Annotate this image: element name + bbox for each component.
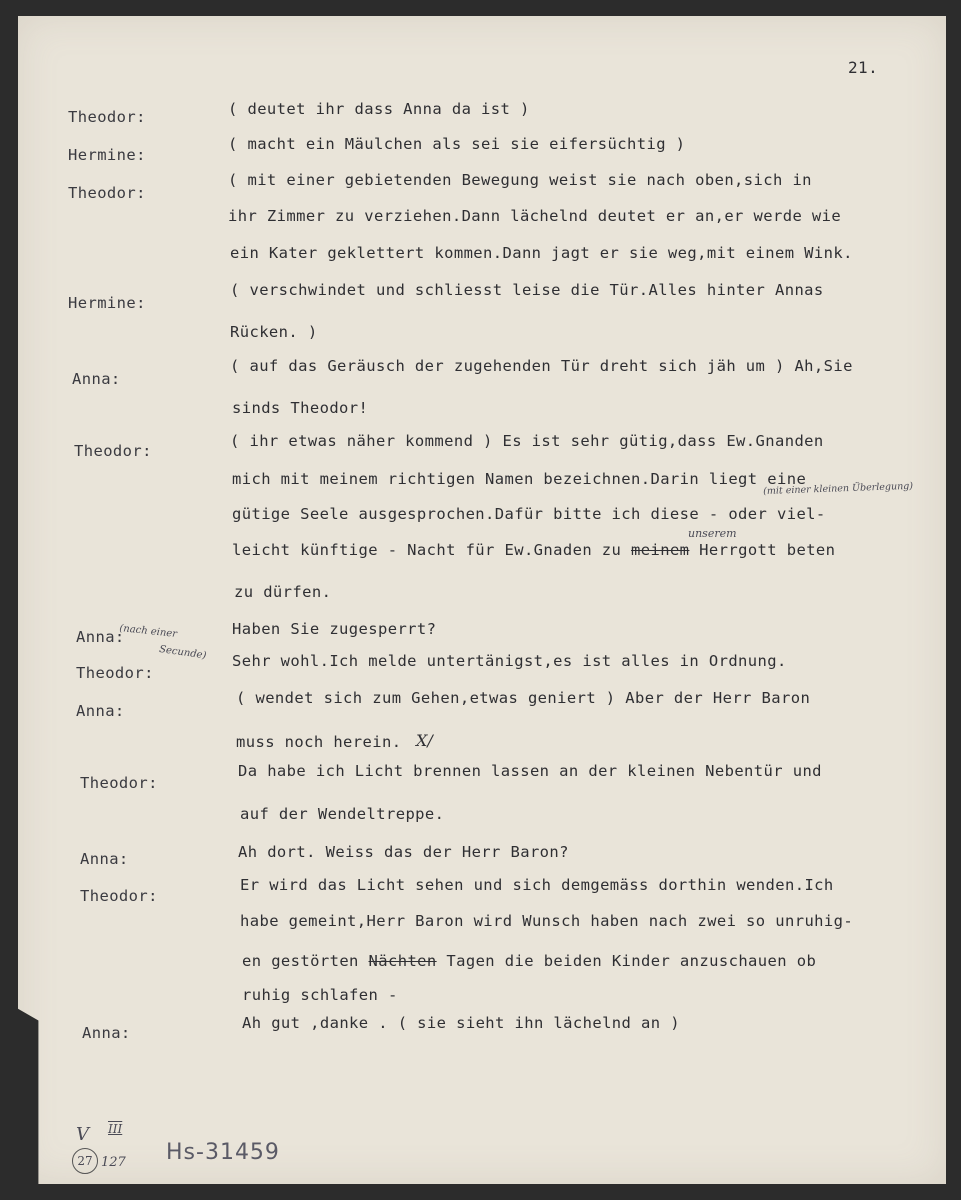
text-line: ( ihr etwas näher kommend ) Es ist sehr gütig,dass Ew.Gnanden (230, 432, 824, 450)
text-line: Da habe ich Licht brennen lassen an der kleinen Nebentür und (238, 762, 822, 780)
text-line (242, 952, 816, 970)
text-segment: en gestörten (242, 952, 369, 970)
text-line: ( macht ein Mäulchen als sei sie eifersüchtig ) (228, 135, 686, 153)
text-line: Er wird das Licht sehen und sich demgemäss dorthin wenden.Ich (240, 876, 834, 894)
speaker-label: Theodor: (76, 664, 154, 682)
text-line: sinds Theodor! (232, 399, 369, 417)
text-line: ruhig schlafen - (242, 986, 398, 1004)
speaker-label: Theodor: (80, 774, 158, 792)
text-segment: Herrgott beten (689, 541, 836, 559)
speaker-label: Hermine: (68, 146, 146, 164)
handwritten-insert-mark: X/ (416, 731, 433, 750)
text-segment: Tagen die beiden Kinder anzuschauen ob (436, 952, 817, 970)
speaker-label: Anna: (82, 1024, 131, 1042)
text-line: ( wendet sich zum Gehen,etwas geniert ) Aber der Herr Baron (236, 689, 811, 707)
handwritten-margin-note: (nach einer (118, 623, 178, 640)
speaker-label: Theodor: (68, 184, 146, 202)
speaker-label: Anna: (80, 850, 129, 868)
text-line: ( auf das Geräusch der zugehenden Tür dreht sich jäh um ) Ah,Sie (230, 357, 853, 375)
text-segment: leicht künftige - Nacht für Ew.Gnaden zu (232, 541, 632, 559)
text-line: ( verschwindet und schliesst leise die Tür.Alles hinter Annas (230, 281, 824, 299)
archive-signature: Hs-31459 (166, 1140, 280, 1165)
text-line (232, 541, 835, 559)
speaker-label: Theodor: (80, 887, 158, 905)
text-line: habe gemeint,Herr Baron wird Wunsch haben nach zwei so unruhig- (240, 912, 854, 930)
handwritten-margin-note: Secunde) (158, 644, 208, 662)
text-line: gütige Seele ausgesprochen.Dafür bitte ich diese - oder viel- (232, 505, 826, 523)
handwritten-insert: unserem (688, 527, 737, 540)
page-number: 21. (848, 58, 879, 77)
text-line: auf der Wendeltreppe. (240, 805, 445, 823)
text-line: ihr Zimmer zu verziehen.Dann lächelnd deutet er an,er werde wie (228, 207, 842, 225)
text-line: Haben Sie zugesperrt? (232, 620, 437, 638)
text-line: ( deutet ihr dass Anna da ist ) (228, 100, 530, 118)
text-line: muss noch herein. (236, 733, 402, 751)
handwritten-margin-note: (mit einer kleinen Überlegung) (763, 480, 914, 497)
text-line: zu dürfen. (234, 583, 332, 601)
speaker-label: Theodor: (68, 108, 146, 126)
speaker-label: Anna: (76, 628, 125, 646)
text-line: Rücken. ) (230, 323, 318, 341)
archive-mark: 127 (101, 1155, 126, 1170)
archive-mark: V (76, 1124, 89, 1145)
text-line: ( mit einer gebietenden Bewegung weist sie nach oben,sich in (228, 171, 812, 189)
text-line: Sehr wohl.Ich melde untertänigst,es ist alles in Ordnung. (232, 652, 787, 670)
text-line: Ah gut ,danke . ( sie sieht ihn lächelnd an ) (242, 1014, 680, 1032)
deleted-word: Nächten (368, 952, 437, 970)
text-line: mich mit meinem richtigen Namen bezeichnen.Darin liegt eine (232, 470, 807, 488)
text-line: ein Kater geklettert kommen.Dann jagt er sie weg,mit einem Wink. (230, 244, 853, 262)
speaker-label: Anna: (76, 702, 125, 720)
speaker-label: Anna: (72, 370, 121, 388)
speaker-label: Hermine: (68, 294, 146, 312)
circled-number-text: 27 (77, 1154, 93, 1168)
speaker-label: Theodor: (74, 442, 152, 460)
paper-sheet (18, 16, 946, 1184)
archive-circled-number (72, 1148, 98, 1174)
text-line: Ah dort. Weiss das der Herr Baron? (238, 843, 569, 861)
deleted-word: meinem (631, 541, 690, 559)
archive-mark: III (108, 1122, 123, 1136)
